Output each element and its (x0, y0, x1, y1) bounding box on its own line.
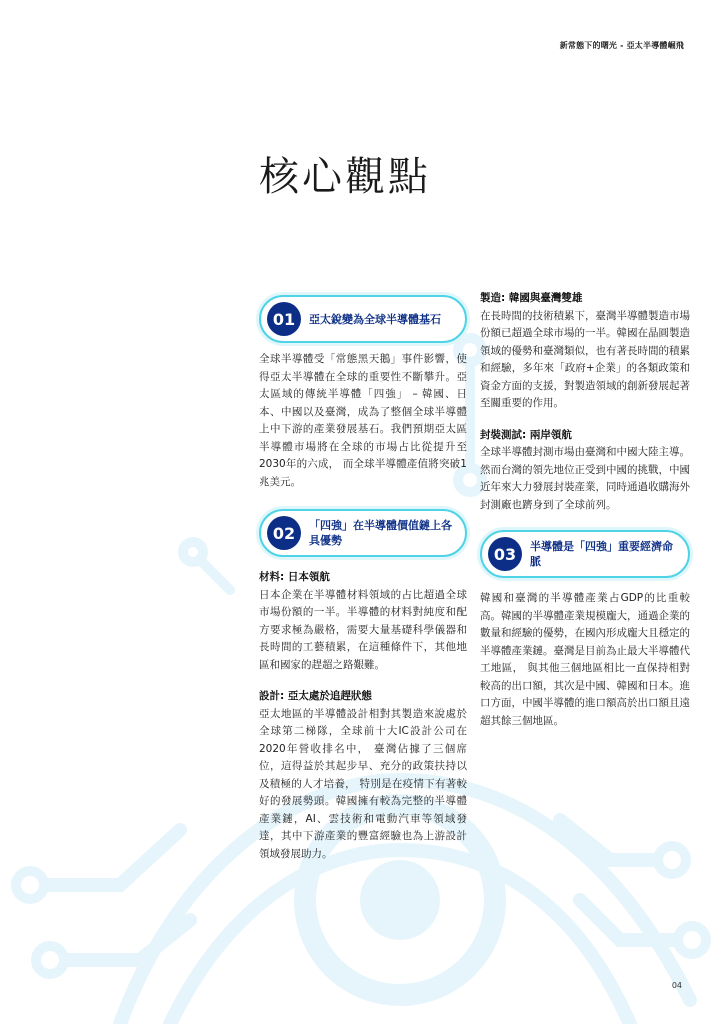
section-03-number: 03 (488, 537, 522, 571)
section-01-title: 亞太銳變為全球半導體基石 (309, 312, 441, 326)
page-number: 04 (671, 981, 682, 990)
page-title: 核心觀點 (259, 154, 431, 200)
materials-paragraph: 日本企業在半導體材料領域的占比超過全球市場份額的一半。半導體的材料對純度和配方要求極為嚴格，需要大量基礎科學儀器和長時間的工藝積累，在這種條件下，其他地區和國家的趕超之路艱難。 (259, 588, 467, 671)
running-header: 新常態下的曙光 - 亞太半導體崛飛 (559, 41, 684, 50)
materials-heading: 材料: 日本領航 (259, 571, 330, 583)
packaging-block (480, 427, 690, 515)
section-01-paragraph: 全球半導體受「常態黑天鵝」事件影響，使得亞太半導體在全球的重要性不斷攀升。亞太區域的傳統半導體「四強」 – 韓國、日本、中國以及臺灣，成為了整個全球半導體上中下游的產業發展基石。我們預期亞太區半導體市場將在全球的市場占比從提升至2030年的六成， 而全球半導體產值將突破1兆美元。 (259, 353, 467, 488)
section-02-number: 02 (267, 516, 301, 550)
packaging-paragraph: 全球半導體封測市場由臺灣和中國大陸主導。然而台灣的領先地位正受到中國的挑戰，中國近年來大力發展封裝產業，同時通過收購海外封測廠也躋身到了全球前列。 (480, 446, 690, 511)
section-01-number: 01 (267, 302, 301, 336)
manufacturing-block (480, 290, 690, 413)
packaging-heading: 封裝測試: 兩岸領航 (480, 428, 572, 441)
section-01-badge (259, 295, 467, 343)
manufacturing-heading: 製造: 韓國與臺灣雙雄 (480, 292, 583, 304)
section-03-title: 半導體是「四強」重要經濟命脈 (530, 540, 673, 568)
left-column (259, 295, 467, 863)
section-03-badge (480, 530, 690, 578)
section-03-paragraph: 韓國和臺灣的半導體產業占GDP的比重較高。韓國的半導體產業規模龐大，通過企業的數量和經驗的優勢，在國內形成龐大且穩定的半導體產業鏈。臺灣是目前為止最大半導體代工地區， 與其他三個地區相比一直保持相對較高的出口額，其次是中國、韓國和日本。進口方面，中國半導體的進口額高於出口額且遠超其餘三個地區。 (480, 592, 690, 727)
manufacturing-paragraph: 在長時間的技術積累下，臺灣半導體製造市場份額已超過全球市場的一半。韓國在晶圓製造領域的優勢和臺灣類似，也有著長時間的積累和經驗，多年來「政府+企業」的各類政策和資金方面的支援，對製造領域的創新發展起著至關重要的作用。 (480, 309, 690, 409)
design-heading: 設計: 亞太處於追趕狀態 (259, 690, 372, 702)
section-02-badge (259, 509, 467, 557)
right-column (480, 290, 690, 730)
design-paragraph: 亞太地區的半導體設計相對其製造來說處於全球第二梯隊，全球前十大IC設計公司在2020年營收排名中， 臺灣佔據了三個席位，這得益於其起步早、充分的政策扶持以及積極的人才培養， 特別是在疫情下有著較好的發展勢頭。韓國擁有較為完整的半導體產業鏈，AI、雲技術和電動汽車等領域發達，其中下游產業的豐富經驗也為上游設計領域發展助力。 (259, 707, 467, 860)
section-02-title: 「四強」在半導體價值鏈上各具優勢 (309, 519, 452, 547)
